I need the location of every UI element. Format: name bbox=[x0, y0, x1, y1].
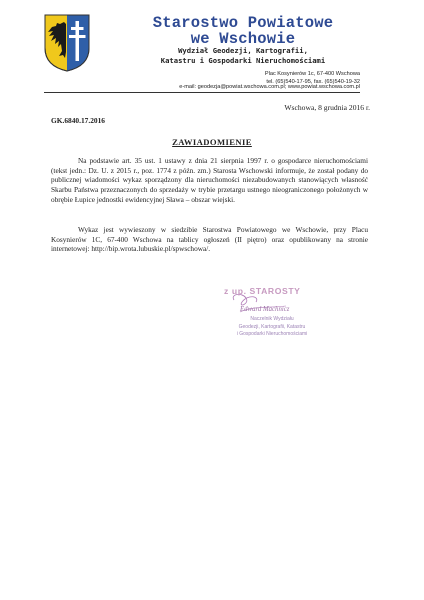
body-paragraph-2: Wykaz jest wywieszony w siedzibie Starostwa Powiatowego we Wschowie, przy Placu Kosynierów 1C, 67-400 Wschowa na tablicy ogłoszeń (II piętro) oraz opublikowany na stronie internetowej: http://bip.wrota.lubuskie.pl/spwschowa/. bbox=[51, 225, 368, 254]
stamp-role: Naczelnik Wydziału bbox=[250, 316, 294, 322]
office-title-line2: we Wschowie bbox=[190, 30, 296, 48]
department-line1: Wydział Geodezji, Kartografii, bbox=[178, 46, 308, 55]
department-line2: Katastru i Gospodarki Nieruchomościami bbox=[160, 55, 326, 65]
letterhead-divider bbox=[44, 92, 360, 93]
document-heading bbox=[0, 137, 424, 147]
stamp-heading: z up. STAROSTY bbox=[224, 286, 301, 296]
stamp-signatory: Edward Machnicz bbox=[240, 306, 290, 313]
email-line: e-mail: geodezja@powiat.wschowa.com.pl; www.powiat.wschowa.com.pl bbox=[179, 84, 360, 90]
reference-number: GK.6840.17.2016 bbox=[51, 116, 105, 125]
document-heading-text: ZAWIADOMIENIE bbox=[172, 137, 252, 147]
office-title bbox=[118, 15, 368, 47]
document-date: Wschowa, 8 grudnia 2016 r. bbox=[284, 103, 370, 112]
office-title-line1: Starostwo Powiatowe bbox=[152, 14, 334, 32]
official-stamp bbox=[212, 286, 332, 346]
phone-line: tel. (65)540-17-95, fax. (65)540-19-32 bbox=[266, 78, 360, 85]
department-name bbox=[118, 46, 368, 65]
address-line: Plac Kosynierów 1c, 67-400 Wschowa bbox=[264, 71, 360, 77]
body-paragraph-1: Na podstawie art. 35 ust. 1 ustawy z dnia 21 sierpnia 1997 r. o gospodarce nieruchomościami (tekst jedn.: Dz. U. z 2015 r., poz. 1774 z późn. zm.) Starosta Wschowski informuje, że został podany do publicznej wiadomości wykaz sporządzony dla nieruchomości niezabudowanych stanowiących własność Skarbu Państwa przeznaczonych do sprzedaży w trybie przetargu ustnego nieograniczonego położonych w obrębie Łupice jednostki ewidencyjnej Sława – obszar wiejski. bbox=[51, 156, 368, 204]
coat-of-arms-icon bbox=[44, 14, 90, 72]
stamp-department-line1: Geodezji, Kartografii, Katastru bbox=[238, 324, 306, 330]
stamp-department-line2: i Gospodarki Nieruchomościami bbox=[236, 331, 308, 337]
